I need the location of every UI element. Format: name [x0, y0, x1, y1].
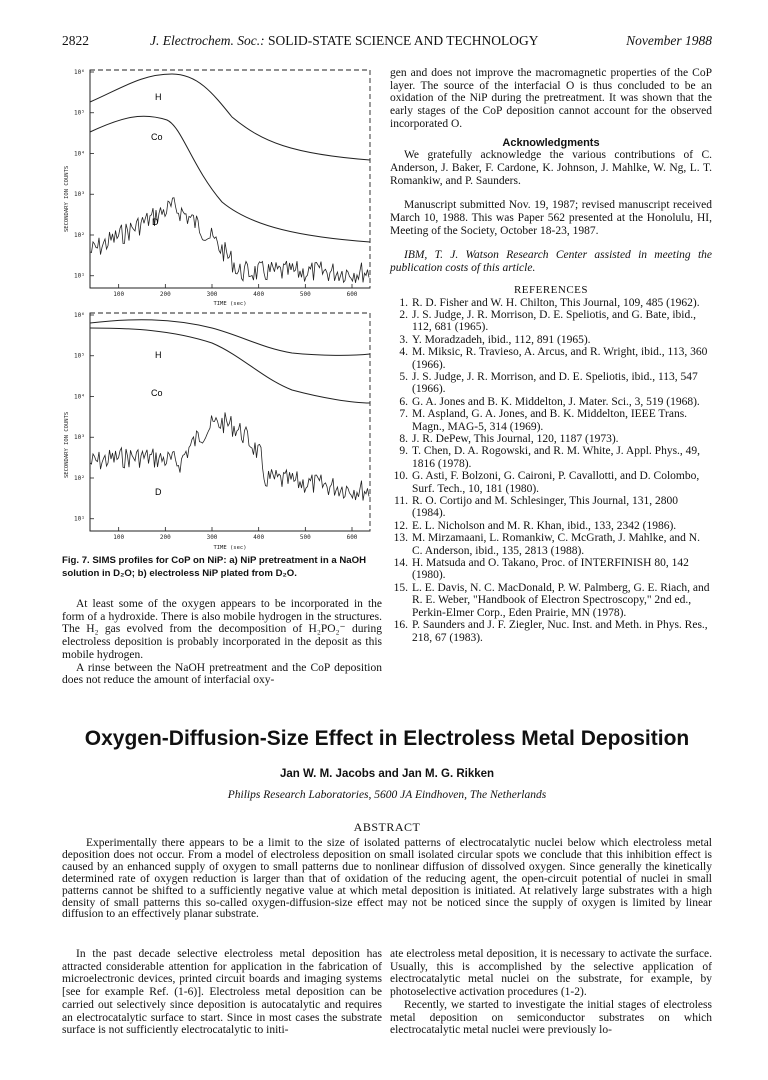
- reference-number: 15.: [393, 581, 408, 594]
- label-d-b: D: [155, 487, 162, 497]
- sims-plot-b: [62, 308, 382, 553]
- reference-item: [390, 532, 712, 557]
- reference-number: 11.: [394, 495, 408, 508]
- acknowledgments-text: We gratefully acknowledge the various contributions of C. Anderson, J. Baker, F. Cardone, K. Johnson, J. Mahlke, W. Ng, L. T. Romankiw, and P. Saunders.: [390, 149, 712, 187]
- reference-item: [390, 408, 712, 433]
- reference-text: R. D. Fisher and W. H. Chilton, This Journal, 109, 485 (1962).: [412, 296, 700, 309]
- figure-caption: Fig. 7. SIMS profiles for CoP on NiP: a) NiP pretreatment in a NaOH solution in D₂O; b) electroless NiP plated from D₂O.: [62, 555, 367, 579]
- x-axis-label-b: TIME (sec): [213, 545, 247, 551]
- reference-text: Y. Moradzadeh, ibid., 112, 891 (1965).: [412, 333, 591, 346]
- article-affiliation: Philips Research Laboratories, 5600 JA Eindhoven, The Netherlands: [227, 789, 547, 801]
- paragraph: In the past decade selective electroless metal deposition has attracted considerable attention for application in the fabrication of microelectronic devices, printed circuit boards and imaging systems [see for example Ref. (1-6)]. Electroless metal deposition can be carried out selectively since deposition is autocatalytic and requires an electrocatalytic surface to start. Since in most cases the substrate surface is not sufficiently electrocatalytic to initi-: [62, 948, 382, 1037]
- x-tick-label: 100: [113, 534, 125, 541]
- reference-number: 8.: [399, 433, 408, 446]
- reference-item: [390, 297, 712, 309]
- reference-text: J. R. DePew, This Journal, 120, 1187 (1973).: [412, 433, 619, 446]
- reference-item: [390, 396, 712, 408]
- x-tick-label: 400: [253, 291, 265, 298]
- reference-text: J. S. Judge, J. R. Morrison, and D. E. Speliotis, ibid., 113, 547 (1966).: [412, 370, 698, 396]
- reference-number: 2.: [399, 308, 408, 321]
- reference-item: [390, 346, 712, 371]
- issue-date: November 1988: [626, 33, 712, 48]
- x-tick-label: 200: [159, 291, 171, 298]
- y-tick-label: 10⁵: [74, 352, 85, 360]
- journal-section: SOLID-STATE SCIENCE AND TECHNOLOGY: [264, 33, 539, 48]
- abstract-text: Experimentally there appears to be a limit to the size of isolated patterns of electrocatalytic nuclei below which electroless metal deposition does not occur. From a model of electroless deposition on small isolated circular spots we conclude that this inhibition effect is caused by an enhanced supply of oxygen to small patterns due to nonlinear diffusion of dissolved oxygen. Since generally the kinetically determined rate of oxygen reduction is larger than that of oxidation of the reducing agent, the open-circuit potential of nuclei in small patterns cannot be shifted to a sufficiently negative value at which metal deposition is initiated. At relatively large substrates with a high density of small patterns this so-called oxygen-diffusion-size effect may not be noticed since the supply of oxygen is limited by linear diffusion to an effectively planar substrate.: [62, 837, 712, 921]
- reference-number: 13.: [393, 532, 408, 545]
- paragraph: A rinse between the NaOH pretreatment and the CoP deposition does not reduce the amount of interfacial oxy-: [62, 661, 382, 687]
- reference-number: 10.: [393, 470, 408, 483]
- reference-item: [390, 445, 712, 470]
- y-tick-label: 10⁶: [74, 69, 85, 76]
- label-co-b: Co: [151, 388, 163, 398]
- co-curve-b: [90, 328, 370, 403]
- y-tick-label: 10³: [74, 434, 85, 442]
- reference-item: [390, 582, 712, 619]
- reference-number: 9.: [399, 445, 408, 458]
- paragraph: At least some of the oxygen appears to be incorporated in the form of a hydroxide. There is also mobile hydrogen in the structures. The H₂ gas evolved from the decomposition of H₂PO₂⁻ during electroless deposition is probably incorporated in the deposit as this mobile hydrogen.: [62, 598, 382, 661]
- y-tick-label: 10²: [74, 474, 85, 482]
- reference-item: [390, 495, 712, 520]
- co-curve-a: [90, 116, 370, 242]
- paragraph: Recently, we started to investigate the initial stages of electroless metal deposition on semiconductor substrates on which electrocatalytic metal nuclei were previously lo-: [390, 998, 712, 1037]
- body-right-column: [390, 948, 712, 1037]
- body-left-column: [62, 948, 382, 1037]
- x-tick-label: 600: [346, 291, 358, 298]
- sims-plot-a: [62, 62, 382, 307]
- reference-text: G. Asti, F. Bolzoni, G. Caironi, P. Cavallotti, and D. Colombo, Surf. Tech., 10, 181 (1980).: [412, 470, 700, 495]
- journal-name: [150, 33, 539, 49]
- label-h-b: H: [155, 350, 162, 360]
- y-tick-label: 10⁵: [74, 109, 85, 117]
- reference-number: 14.: [393, 557, 408, 570]
- figure-7a: [62, 62, 382, 307]
- reference-number: 5.: [399, 370, 408, 383]
- y-tick-label: 10¹: [74, 515, 85, 523]
- y-tick-label: 10²: [74, 231, 85, 239]
- reference-item: [390, 371, 712, 396]
- references-heading: REFERENCES: [513, 283, 589, 296]
- journal-abbrev: J. Electrochem. Soc.:: [150, 33, 265, 48]
- reference-text: M. Mirzamaani, L. Romankiw, C. McGrath, J. Mahlke, and N. C. Anderson, ibid., 135, 2813 (1988).: [412, 532, 700, 557]
- reference-item: [390, 309, 712, 334]
- y-tick-label: 10³: [74, 191, 85, 199]
- publication-cost-note: IBM, T. J. Watson Research Center assisted in meeting the publication costs of this article.: [390, 249, 712, 275]
- label-h-a: H: [155, 92, 162, 102]
- reference-text: T. Chen, D. A. Rogowski, and R. M. White, J. Appl. Phys., 49, 1816 (1978).: [412, 445, 701, 470]
- reference-text: H. Matsuda and O. Takano, Proc. of INTERFINISH 80, 142 (1980).: [412, 557, 689, 582]
- y-axis-label: SECONDARY ION COUNTS: [64, 165, 70, 232]
- references-list: [390, 297, 712, 644]
- x-axis-label: TIME (sec): [213, 301, 247, 307]
- reference-text: M. Miksic, R. Travieso, A. Arcus, and R. Wright, ibid., 113, 360 (1966).: [412, 346, 708, 371]
- x-tick-label: 500: [299, 534, 311, 541]
- running-header: [62, 33, 712, 51]
- reference-text: E. L. Nicholson and M. R. Khan, ibid., 133, 2342 (1986).: [412, 519, 677, 532]
- reference-text: M. Aspland, G. A. Jones, and B. K. Middelton, IEEE Trans. Magn., MAG-5, 314 (1969).: [412, 408, 688, 433]
- reference-item: [390, 619, 712, 644]
- y-tick-label: 10⁶: [74, 312, 85, 319]
- y-tick-label: 10⁴: [74, 150, 85, 158]
- y-tick-label: 10¹: [74, 272, 85, 280]
- reference-number: 4.: [399, 346, 408, 359]
- label-co-a: Co: [151, 132, 163, 142]
- label-d-a: D: [152, 217, 159, 227]
- y-axis-label-b: SECONDARY ION COUNTS: [64, 411, 70, 478]
- x-tick-label: 100: [113, 291, 125, 298]
- reference-number: 3.: [399, 333, 408, 346]
- reference-item: [390, 557, 712, 582]
- paragraph: ate electroless metal deposition, it is necessary to activate the surface. Usually, this is accomplished by the selective application of electrocatalytic metal nuclei on the substrate, for example, by photoselective activation procedures (1-2).: [390, 948, 712, 999]
- x-tick-label: 400: [253, 534, 265, 541]
- article-authors: Jan W. M. Jacobs and Jan M. G. Rikken: [279, 768, 495, 780]
- manuscript-note: Manuscript submitted Nov. 19, 1987; revised manuscript received March 10, 1988. This was Paper 562 presented at the Honolulu, HI, Meeting of the Society, October 18-23, 1987.: [390, 199, 712, 237]
- x-tick-label: 600: [346, 534, 358, 541]
- reference-text: G. A. Jones and B. K. Middelton, J. Mater. Sci., 3, 519 (1968).: [412, 395, 700, 408]
- paragraph: gen and does not improve the macromagnetic properties of the CoP layer. The source of the interfacial O is thus concluded to be an oxidation of the NiP during the pretreatment. It was shown that the early stages of the CoP deposition cannot account for the observed incorporated O.: [390, 67, 712, 130]
- reference-text: P. Saunders and J. F. Ziegler, Nuc. Inst. and Meth. in Phys. Res., 218, 67 (1983).: [412, 619, 708, 644]
- reference-item: [390, 470, 712, 495]
- right-column: [390, 67, 712, 644]
- reference-number: 1.: [399, 296, 408, 309]
- x-tick-label: 300: [206, 534, 218, 541]
- d-curve-a: [90, 198, 369, 283]
- d-curve-b: [90, 412, 369, 500]
- reference-number: 12.: [393, 519, 408, 532]
- reference-number: 7.: [399, 408, 408, 421]
- reference-text: L. E. Davis, N. C. MacDonald, P. W. Palmberg, G. E. Riach, and R. E. Weber, "Handbook of Electron Spectroscopy," 2nd ed., Perkin-Elmer Corp., Eden Prairie, MN (1978).: [412, 581, 710, 619]
- acknowledgments-heading: Acknowledgments: [502, 136, 600, 149]
- y-tick-label: 10⁴: [74, 393, 85, 401]
- reference-number: 16.: [393, 619, 408, 632]
- reference-item: [390, 433, 712, 445]
- reference-item: [390, 520, 712, 532]
- reference-number: 6.: [399, 395, 408, 408]
- reference-item: [390, 334, 712, 346]
- h-curve-b: [90, 320, 370, 356]
- reference-text: R. O. Cortijo and M. Schlesinger, This Journal, 131, 2800 (1984).: [412, 495, 679, 520]
- page-number: 2822: [62, 33, 89, 48]
- figure-7b: [62, 308, 382, 553]
- x-tick-label: 200: [159, 534, 171, 541]
- x-tick-label: 300: [206, 291, 218, 298]
- reference-text: J. S. Judge, J. R. Morrison, D. E. Speliotis, and G. Bate, ibid., 112, 681 (1965).: [412, 308, 696, 334]
- left-column-text: [62, 598, 382, 687]
- article-title: Oxygen-Diffusion-Size Effect in Electroless Metal Deposition: [84, 727, 690, 750]
- abstract-heading: ABSTRACT: [353, 820, 421, 834]
- x-tick-label: 500: [299, 291, 311, 298]
